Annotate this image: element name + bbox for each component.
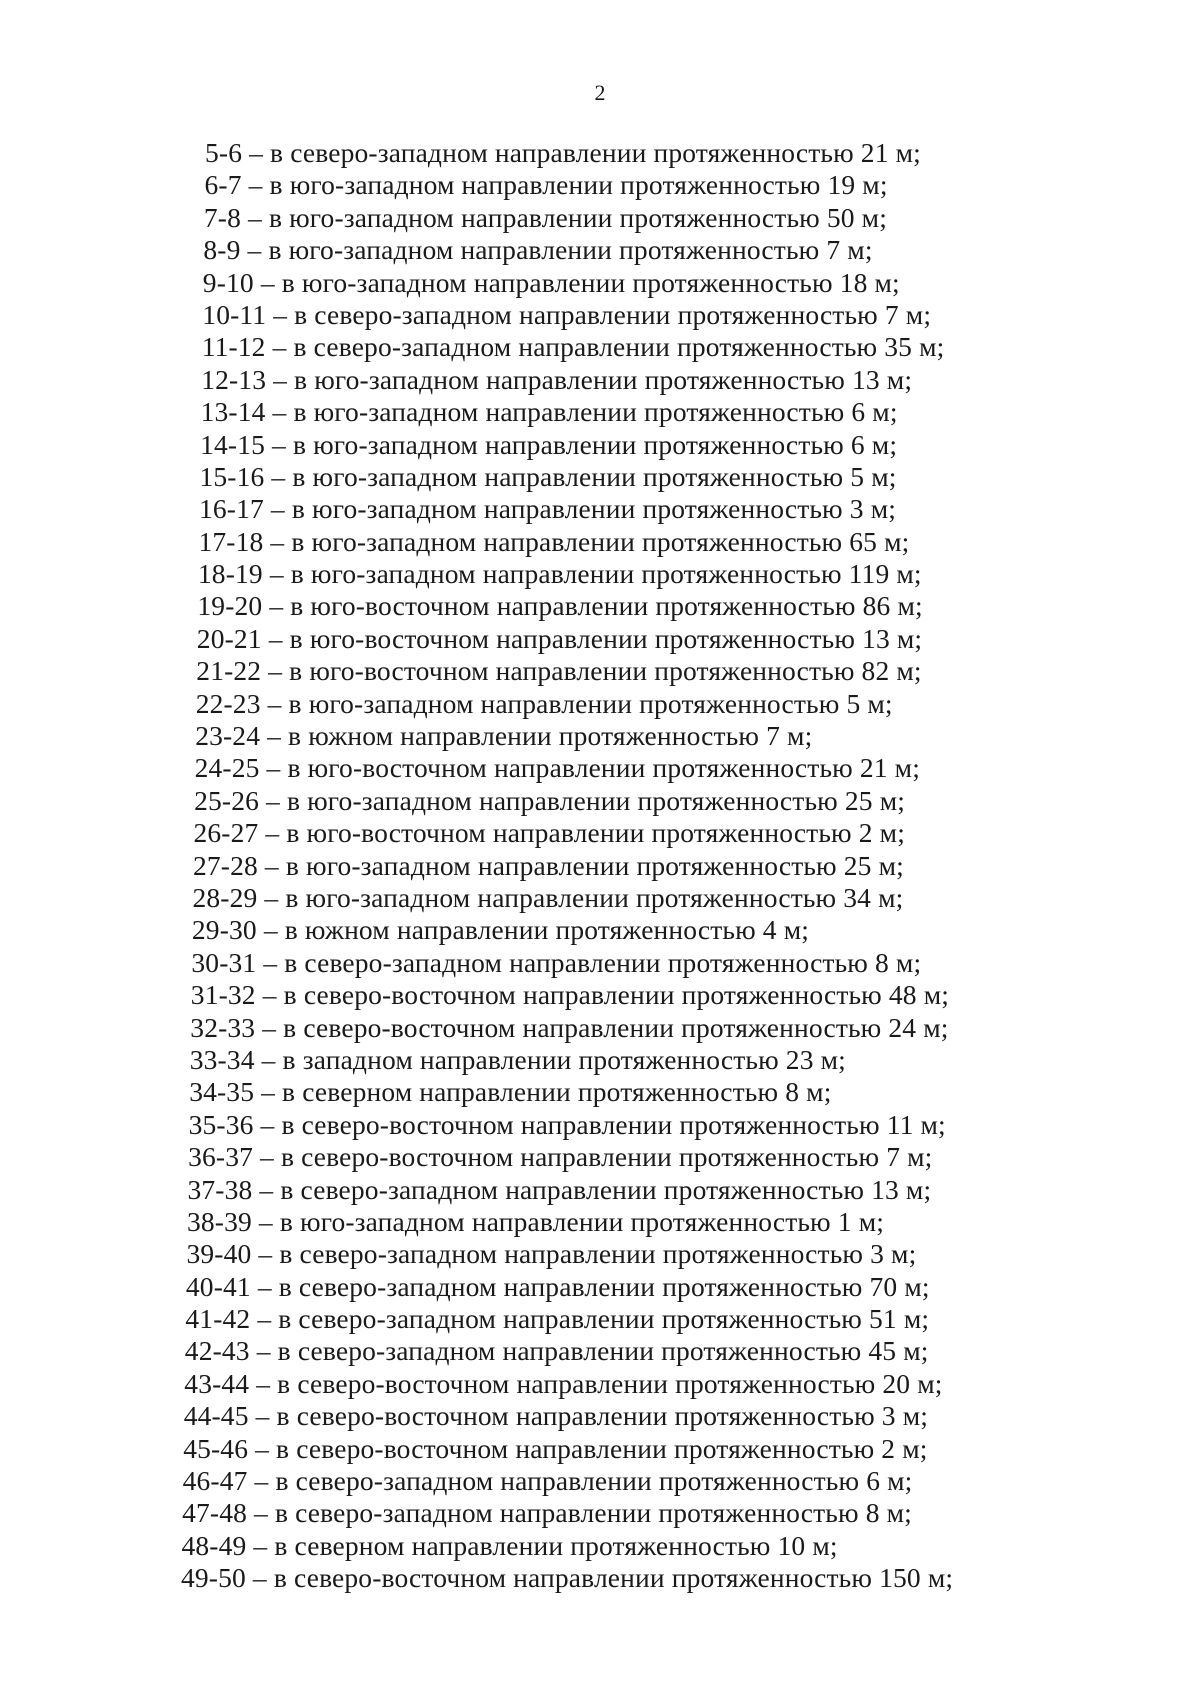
- segment-line: 12-13 – в юго-западном направлении протяженностью 13 м;: [201, 363, 913, 395]
- segment-line: 37-38 – в северо-западном направлении протяженностью 13 м;: [187, 1173, 932, 1205]
- segment-line: 20-21 – в юго-восточном направлении протяженностью 13 м;: [196, 622, 923, 654]
- segment-line: 44-45 – в северо-восточном направлении протяженностью 3 м;: [183, 1400, 929, 1432]
- segment-line: 9-10 – в юго-западном направлении протяженностью 18 м;: [202, 266, 900, 298]
- segment-line: 32-33 – в северо-восточном направлении протяженностью 24 м;: [190, 1011, 949, 1043]
- segment-line: 39-40 – в северо-западном направлении протяженностью 3 м;: [186, 1238, 917, 1270]
- segment-line: 22-23 – в юго-западном направлении протяженностью 5 м;: [195, 687, 893, 719]
- segment-line: 17-18 – в юго-западном направлении протяженностью 65 м;: [198, 525, 910, 557]
- segment-line: 33-34 – в западном направлении протяженностью 23 м;: [189, 1043, 846, 1075]
- segment-line: 8-9 – в юго-западном направлении протяженностью 7 м;: [203, 234, 873, 266]
- segment-line: 36-37 – в северо-восточном направлении протяженностью 7 м;: [188, 1141, 933, 1173]
- segment-line: 28-29 – в юго-западном направлении протяженностью 34 м;: [192, 881, 904, 913]
- segment-line: 11-12 – в северо-западном направлении протяженностью 35 м;: [201, 331, 945, 363]
- segment-line: 49-50 – в северо-восточном направлении протяженностью 150 м;: [181, 1562, 954, 1594]
- segment-line: 14-15 – в юго-западном направлении протяженностью 6 м;: [200, 428, 898, 460]
- segment-line: 48-49 – в северном направлении протяженностью 10 м;: [181, 1529, 838, 1561]
- segment-line: 30-31 – в северо-западном направлении протяженностью 8 м;: [191, 946, 922, 978]
- segment-line: 10-11 – в северо-западном направлении протяженностью 7 м;: [202, 298, 932, 330]
- segment-line: 23-24 – в южном направлении протяженностью 7 м;: [195, 720, 813, 752]
- segment-line: 16-17 – в юго-западном направлении протяженностью 3 м;: [199, 493, 897, 525]
- segment-line: 24-25 – в юго-восточном направлении протяженностью 21 м;: [194, 752, 921, 784]
- segment-line: 13-14 – в юго-западном направлении протяженностью 6 м;: [200, 396, 898, 428]
- segment-line: 7-8 – в юго-западном направлении протяженностью 50 м;: [203, 201, 888, 233]
- segment-line: 21-22 – в юго-восточном направлении протяженностью 82 м;: [196, 655, 922, 687]
- segment-line: 47-48 – в северо-западном направлении протяженностью 8 м;: [182, 1497, 912, 1529]
- segment-line: 25-26 – в юго-западном направлении протяженностью 25 м;: [194, 784, 906, 816]
- segment-line: 45-46 – в северо-восточном направлении протяженностью 2 м;: [183, 1432, 928, 1464]
- segment-line: 5-6 – в северо-западном направлении протяженностью 21 м;: [205, 137, 921, 168]
- page-number: 2: [594, 80, 606, 105]
- segment-line: 29-30 – в южном направлении протяженностью 4 м;: [191, 914, 810, 946]
- segment-line: 38-39 – в юго-западном направлении протяженностью 1 м;: [187, 1205, 885, 1237]
- segment-line: 26-27 – в юго-восточном направлении протяженностью 2 м;: [193, 817, 906, 849]
- segment-line: 43-44 – в северо-восточном направлении протяженностью 20 м;: [184, 1367, 943, 1399]
- segment-line: 6-7 – в юго-западном направлении протяженностью 19 м;: [204, 169, 888, 201]
- segment-line: 31-32 – в северо-восточном направлении протяженностью 48 м;: [190, 979, 950, 1011]
- segment-line: 42-43 – в северо-западном направлении протяженностью 45 м;: [184, 1335, 929, 1367]
- segment-line: 15-16 – в юго-западном направлении протяженностью 5 м;: [199, 460, 897, 492]
- segment-line: 41-42 – в северо-западном направлении протяженностью 51 м;: [185, 1303, 930, 1335]
- segment-line: 40-41 – в северо-западном направлении протяженностью 70 м;: [185, 1270, 930, 1302]
- segment-line: 34-35 – в северном направлении протяженностью 8 м;: [189, 1076, 832, 1108]
- segment-line: 46-47 – в северо-западном направлении протяженностью 6 м;: [182, 1465, 913, 1497]
- segment-line: 18-19 – в юго-западном направлении протяженностью 119 м;: [197, 558, 922, 590]
- segment-line: 27-28 – в юго-западном направлении протяженностью 25 м;: [193, 849, 904, 881]
- segment-line: 35-36 – в северо-восточном направлении протяженностью 11 м;: [188, 1108, 946, 1140]
- segment-line: 19-20 – в юго-восточном направлении протяженностью 86 м;: [197, 590, 923, 622]
- boundary-segment-list: [0, 137, 1200, 1595]
